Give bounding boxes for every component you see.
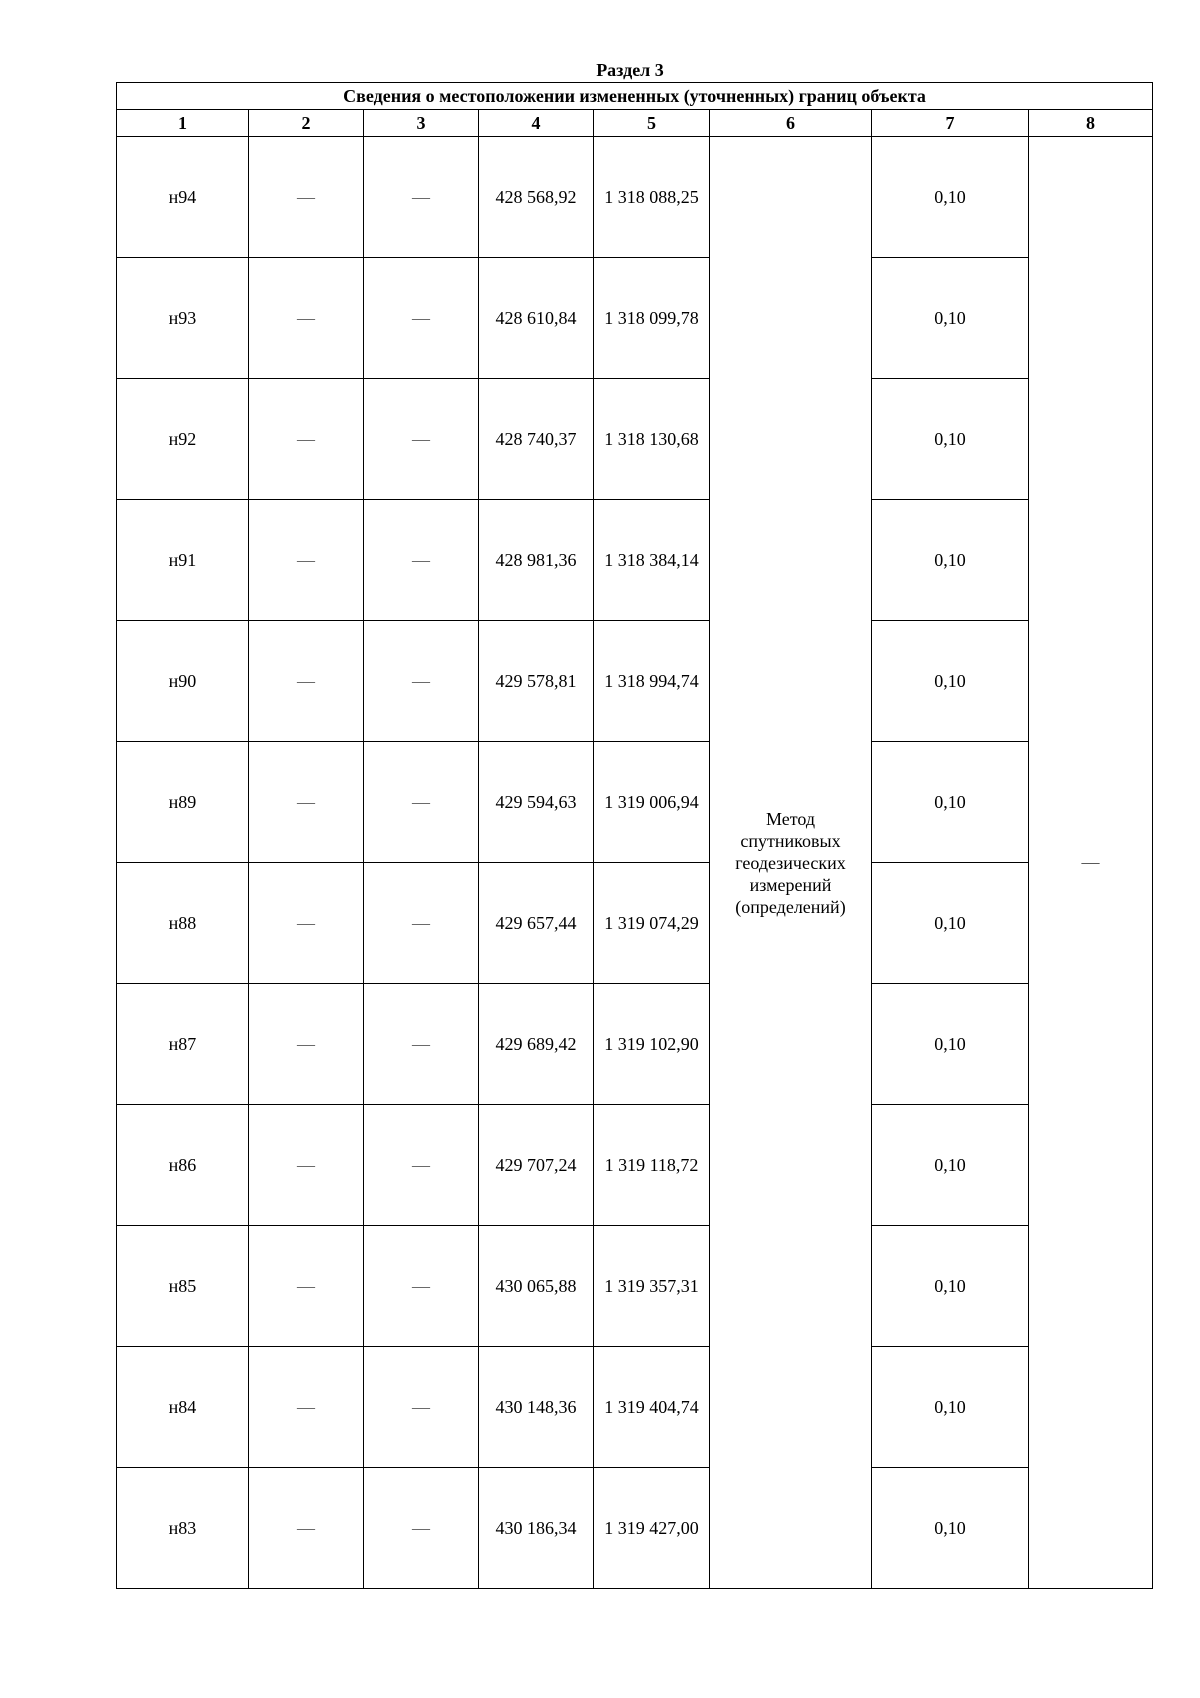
y-coordinate-cell: 1 319 357,31 xyxy=(594,1226,710,1347)
col2-cell: — xyxy=(249,1105,364,1226)
accuracy-cell: 0,10 xyxy=(872,258,1029,379)
method-line: спутниковых xyxy=(740,830,841,851)
method-line: измерений xyxy=(749,874,832,895)
point-id-cell: н88 xyxy=(117,863,249,984)
accuracy-cell: 0,10 xyxy=(872,1226,1029,1347)
col3-cell: — xyxy=(364,1226,479,1347)
col8-cell: — xyxy=(1029,137,1153,1589)
table-row xyxy=(117,984,1153,1105)
col3-cell: — xyxy=(364,258,479,379)
accuracy-cell: 0,10 xyxy=(872,1468,1029,1589)
table-row xyxy=(117,1468,1153,1589)
column-number: 5 xyxy=(594,110,710,137)
col3-cell: — xyxy=(364,742,479,863)
accuracy-cell: 0,10 xyxy=(872,137,1029,258)
col2-cell: — xyxy=(249,258,364,379)
table-row xyxy=(117,500,1153,621)
x-coordinate-cell: 428 740,37 xyxy=(479,379,594,500)
column-number: 7 xyxy=(872,110,1029,137)
table-row xyxy=(117,621,1153,742)
point-id-cell: н94 xyxy=(117,137,249,258)
accuracy-cell: 0,10 xyxy=(872,1347,1029,1468)
col2-cell: — xyxy=(249,984,364,1105)
x-coordinate-cell: 430 065,88 xyxy=(479,1226,594,1347)
x-coordinate-cell: 429 689,42 xyxy=(479,984,594,1105)
col2-cell: — xyxy=(249,742,364,863)
accuracy-cell: 0,10 xyxy=(872,500,1029,621)
y-coordinate-cell: 1 318 994,74 xyxy=(594,621,710,742)
table-row xyxy=(117,742,1153,863)
table-row xyxy=(117,137,1153,258)
column-number: 3 xyxy=(364,110,479,137)
x-coordinate-cell: 429 657,44 xyxy=(479,863,594,984)
table-row xyxy=(117,1226,1153,1347)
point-id-cell: н91 xyxy=(117,500,249,621)
x-coordinate-cell: 428 610,84 xyxy=(479,258,594,379)
y-coordinate-cell: 1 318 088,25 xyxy=(594,137,710,258)
y-coordinate-cell: 1 319 404,74 xyxy=(594,1347,710,1468)
y-coordinate-cell: 1 319 427,00 xyxy=(594,1468,710,1589)
accuracy-cell: 0,10 xyxy=(872,621,1029,742)
col3-cell: — xyxy=(364,137,479,258)
col2-cell: — xyxy=(249,500,364,621)
table-row xyxy=(117,863,1153,984)
point-id-cell: н83 xyxy=(117,1468,249,1589)
accuracy-cell: 0,10 xyxy=(872,863,1029,984)
y-coordinate-cell: 1 318 384,14 xyxy=(594,500,710,621)
table-row xyxy=(117,258,1153,379)
table-caption: Сведения о местоположении измененных (уточненных) границ объекта xyxy=(117,83,1153,110)
column-number-row xyxy=(117,110,1153,137)
column-number: 4 xyxy=(479,110,594,137)
x-coordinate-cell: 429 578,81 xyxy=(479,621,594,742)
x-coordinate-cell: 429 707,24 xyxy=(479,1105,594,1226)
method-line: Метод xyxy=(765,808,816,829)
point-id-cell: н85 xyxy=(117,1226,249,1347)
col3-cell: — xyxy=(364,863,479,984)
col2-cell: — xyxy=(249,379,364,500)
point-id-cell: н84 xyxy=(117,1347,249,1468)
table-row xyxy=(117,1105,1153,1226)
method-cell xyxy=(710,137,872,1589)
table-row xyxy=(117,1347,1153,1468)
column-number: 1 xyxy=(117,110,249,137)
col3-cell: — xyxy=(364,379,479,500)
col2-cell: — xyxy=(249,1468,364,1589)
y-coordinate-cell: 1 319 118,72 xyxy=(594,1105,710,1226)
x-coordinate-cell: 428 981,36 xyxy=(479,500,594,621)
table-body xyxy=(117,137,1153,1589)
point-id-cell: н86 xyxy=(117,1105,249,1226)
point-id-cell: н89 xyxy=(117,742,249,863)
accuracy-cell: 0,10 xyxy=(872,379,1029,500)
col3-cell: — xyxy=(364,500,479,621)
accuracy-cell: 0,10 xyxy=(872,984,1029,1105)
x-coordinate-cell: 430 186,34 xyxy=(479,1468,594,1589)
point-id-cell: н93 xyxy=(117,258,249,379)
column-number: 2 xyxy=(249,110,364,137)
boundary-table xyxy=(116,82,1153,1589)
table-row xyxy=(117,379,1153,500)
section-title: Раздел 3 xyxy=(596,60,664,80)
col3-cell: — xyxy=(364,1468,479,1589)
col2-cell: — xyxy=(249,863,364,984)
accuracy-cell: 0,10 xyxy=(872,1105,1029,1226)
y-coordinate-cell: 1 319 006,94 xyxy=(594,742,710,863)
col2-cell: — xyxy=(249,1226,364,1347)
x-coordinate-cell: 428 568,92 xyxy=(479,137,594,258)
col2-cell: — xyxy=(249,621,364,742)
accuracy-cell: 0,10 xyxy=(872,742,1029,863)
method-line: геодезических xyxy=(735,852,846,873)
col3-cell: — xyxy=(364,621,479,742)
y-coordinate-cell: 1 318 130,68 xyxy=(594,379,710,500)
column-number: 8 xyxy=(1029,110,1153,137)
y-coordinate-cell: 1 319 074,29 xyxy=(594,863,710,984)
y-coordinate-cell: 1 319 102,90 xyxy=(594,984,710,1105)
point-id-cell: н87 xyxy=(117,984,249,1105)
x-coordinate-cell: 430 148,36 xyxy=(479,1347,594,1468)
col2-cell: — xyxy=(249,1347,364,1468)
column-number: 6 xyxy=(710,110,872,137)
col3-cell: — xyxy=(364,1105,479,1226)
col3-cell: — xyxy=(364,1347,479,1468)
point-id-cell: н92 xyxy=(117,379,249,500)
y-coordinate-cell: 1 318 099,78 xyxy=(594,258,710,379)
col3-cell: — xyxy=(364,984,479,1105)
col2-cell: — xyxy=(249,137,364,258)
point-id-cell: н90 xyxy=(117,621,249,742)
method-line: (определений) xyxy=(735,896,846,917)
x-coordinate-cell: 429 594,63 xyxy=(479,742,594,863)
